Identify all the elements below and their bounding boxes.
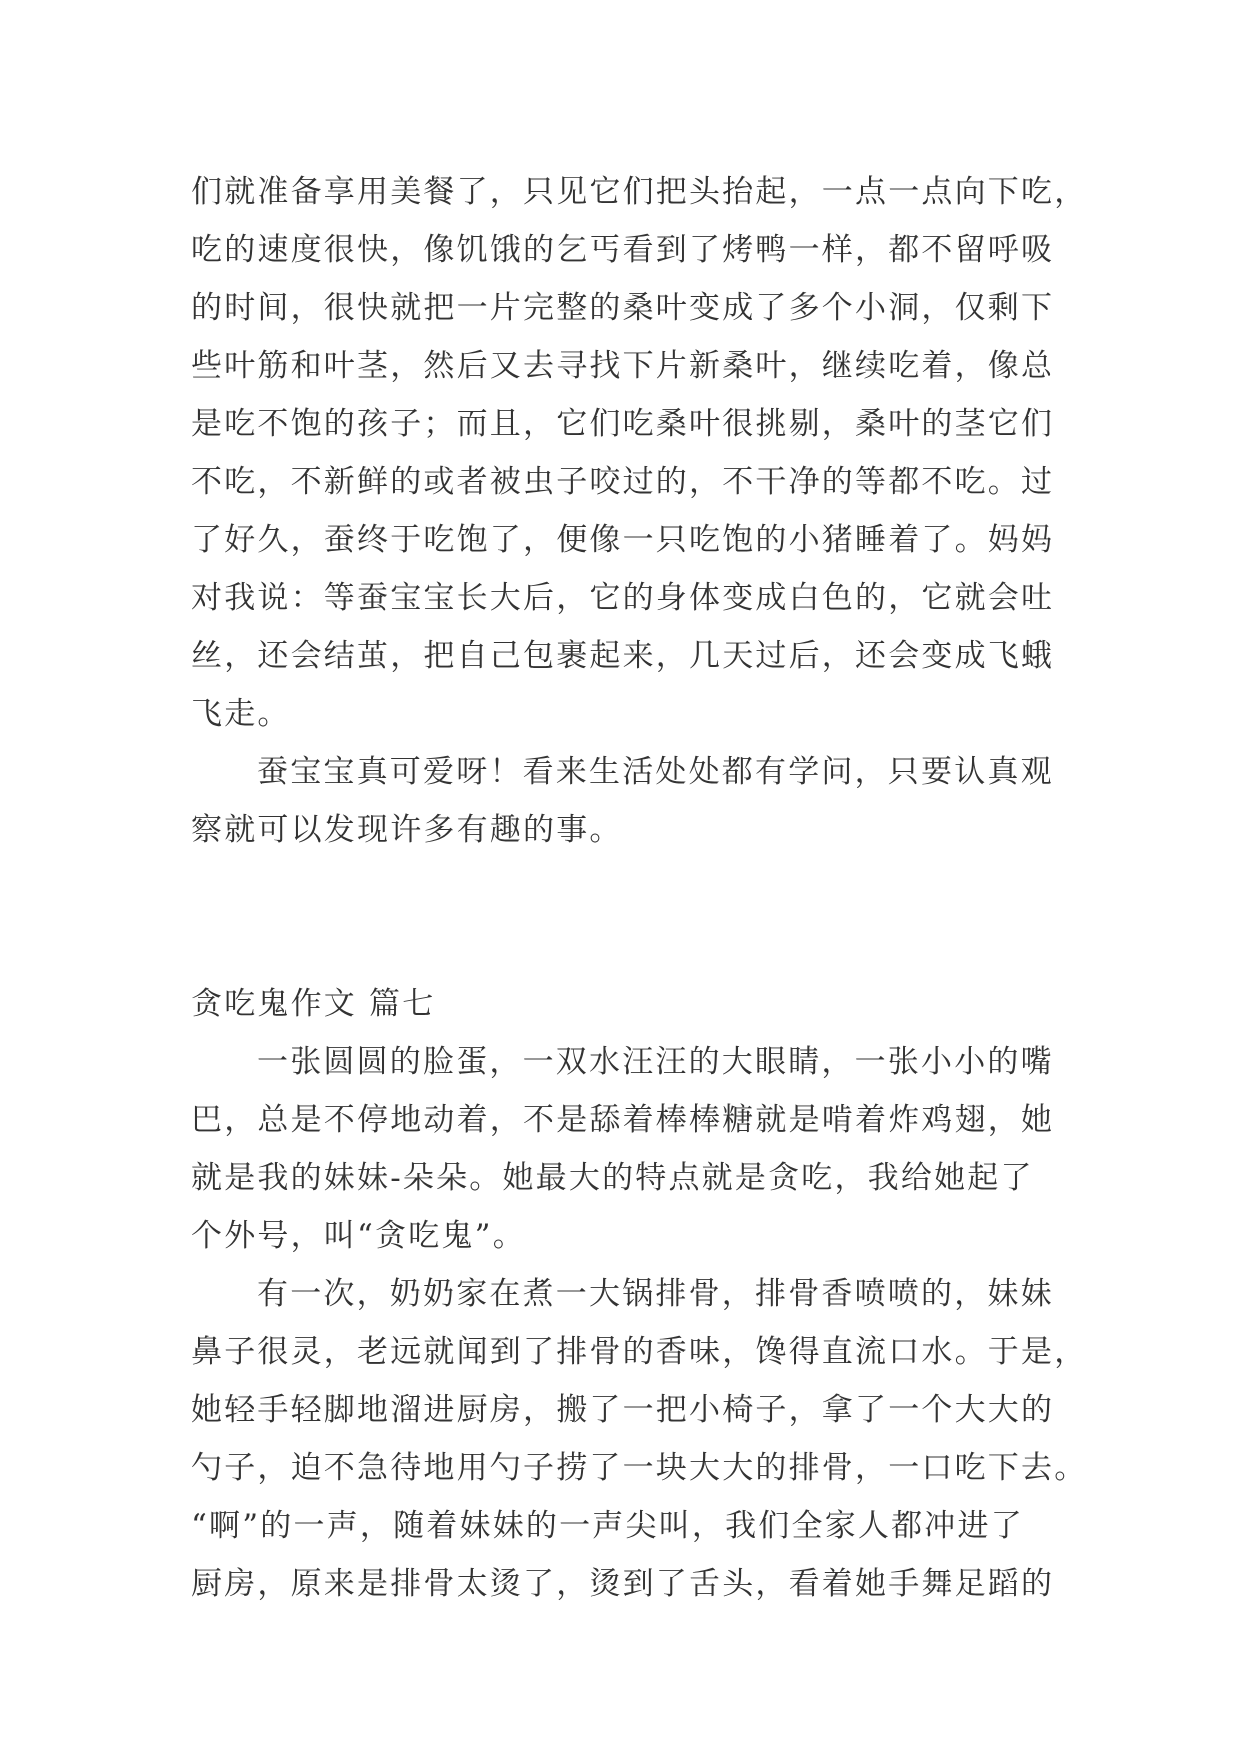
paragraph-line: 鼻子很灵，老远就闻到了排骨的香味，馋得直流口水。于是， [191,1334,1088,1370]
paragraph-line: 勺子，迫不急待地用勺子捞了一块大大的排骨，一口吃下去。 [191,1450,1088,1486]
section-title: 贪吃鬼作文 篇七 [191,986,436,1022]
paragraph-line: 吃的速度很快，像饥饿的乞丐看到了烤鸭一样，都不留呼吸 [191,232,1055,268]
paragraph-line: 不吃，不新鲜的或者被虫子咬过的，不干净的等都不吃。过 [191,464,1055,500]
paragraph-line: 的时间，很快就把一片完整的桑叶变成了多个小洞，仅剩下 [191,290,1055,326]
paragraph-line: 了好久，蚕终于吃饱了，便像一只吃饱的小猪睡着了。妈妈 [191,522,1055,558]
paragraph-line: 飞走。 [191,696,291,732]
paragraph-line: 巴，总是不停地动着，不是舔着棒棒糖就是啃着炸鸡翅，她 [191,1102,1055,1138]
paragraph-line: 就是我的妹妹-朵朵。她最大的特点就是贪吃，我给她起了 [191,1160,1034,1196]
paragraph-line: 有一次，奶奶家在煮一大锅排骨，排骨香喷喷的，妹妹 [257,1276,1054,1312]
paragraph-line: 察就可以发现许多有趣的事。 [191,812,623,848]
paragraph-line: 个外号，叫“贪吃鬼”。 [191,1218,526,1254]
paragraph-line: 她轻手轻脚地溜进厨房，搬了一把小椅子，拿了一个大大的 [191,1392,1055,1428]
paragraph-line: 些叶筋和叶茎，然后又去寻找下片新桑叶，继续吃着，像总 [191,348,1055,384]
paragraph-line: 厨房，原来是排骨太烫了，烫到了舌头，看着她手舞足蹈的 [191,1566,1055,1602]
paragraph-line: 一张圆圆的脸蛋，一双水汪汪的大眼睛，一张小小的嘴 [257,1044,1054,1080]
paragraph [191,743,1054,859]
paragraph [191,1265,1088,1613]
paragraph-line: 丝，还会结茧，把自己包裹起来，几天过后，还会变成飞蛾 [191,638,1055,674]
paragraph-line: “啊”的一声，随着妹妹的一声尖叫，我们全家人都冲进了 [191,1508,1024,1544]
paragraph [191,1033,1055,1265]
paragraph-line: 们就准备享用美餐了，只见它们把头抬起，一点一点向下吃， [191,174,1088,210]
paragraph-line: 对我说：等蚕宝宝长大后，它的身体变成白色的，它就会吐 [191,580,1055,616]
paragraph-line: 是吃不饱的孩子；而且，它们吃桑叶很挑剔，桑叶的茎它们 [191,406,1055,442]
paragraph [191,163,1088,743]
paragraph-line: 蚕宝宝真可爱呀！看来生活处处都有学问，只要认真观 [257,754,1054,790]
section-spacer [191,859,1051,975]
document-page [191,163,1088,1613]
